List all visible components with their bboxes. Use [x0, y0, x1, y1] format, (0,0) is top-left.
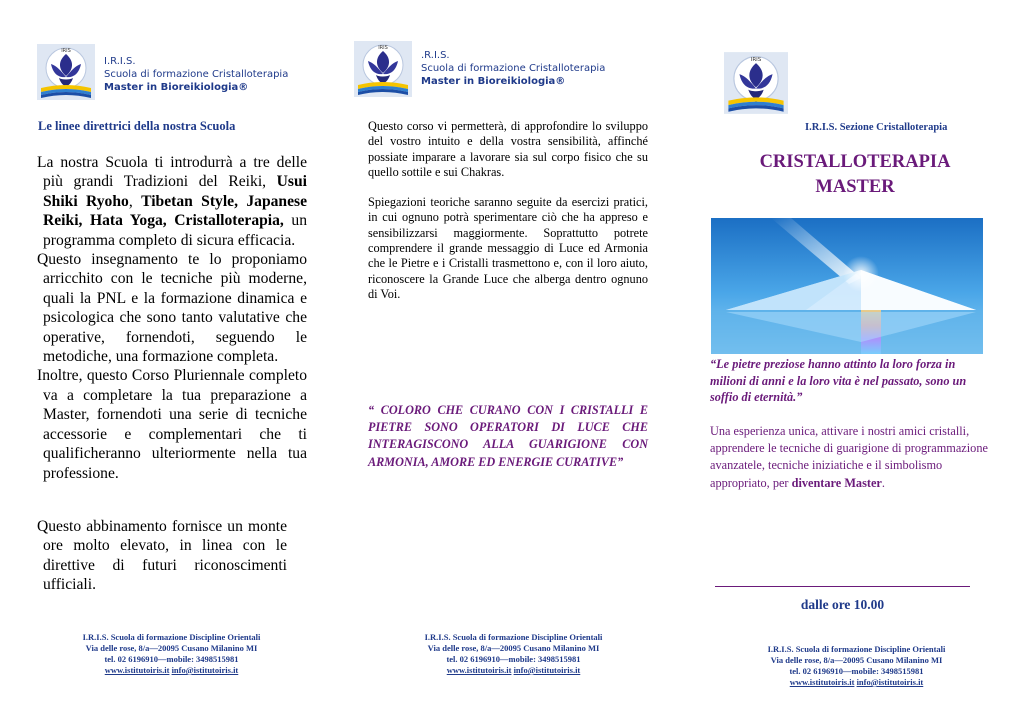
- panel2-quote: “ COLORO CHE CURANO CON I CRISTALLI E PIETRE SONO OPERATORI DI LUCE CHE INTERAGISCONO ALLA GUARIGIONE CON ARMONIA, AMORE ED ENERGIE CURATIVE”: [368, 403, 648, 469]
- panel1-para3: Inoltre, questo Corso Pluriennale completo va a completare la tua preparazione a Master, fornendoti una serie di tecniche accessorie e complementari che ti qualificheranno ulteriormente nella tua professione.: [37, 367, 307, 482]
- panel2-para1: Questo corso vi permetterà, di approfondire lo sviluppo del vostro intuito e della vostra sensibilità, affinché possiate imparare a lavorare sia sul corpo fisico che su quello sottile e sui Chakras.: [368, 119, 648, 179]
- panel3-footer: I.R.I.S. Scuola di formazione Discipline Orientali Via delle rose, 8/a—20095 Cusano Milanino MI tel. 02 6196910—mobile: 3498515981 www.istitutoiris.it info@istitutoiris.it: [767, 644, 946, 687]
- divider-line: [715, 586, 970, 587]
- panel-left: [0, 0, 340, 725]
- iris-logo-icon: [37, 44, 95, 100]
- panel1-header: [104, 55, 288, 94]
- website-link[interactable]: www.istitutoiris.it: [104, 665, 170, 675]
- panel1-title: Le linee direttrici della nostra Scuola: [38, 119, 236, 133]
- header-line3: Master in Bioreikiologia®: [421, 76, 566, 87]
- panel3-section-label: I.R.I.S. Sezione Cristalloterapia: [805, 122, 948, 133]
- panel2-footer: I.R.I.S. Scuola di formazione Discipline Orientali Via delle rose, 8/a—20095 Cusano Milanino MI tel. 02 6196910—mobile: 3498515981 www.istitutoiris.it info@istitutoiris.it: [424, 632, 603, 675]
- iris-logo-icon: [724, 52, 788, 114]
- website-link[interactable]: www.istitutoiris.it: [789, 677, 855, 687]
- panel1-para4: Questo abbinamento fornisce un monte ore molto elevato, in linea con le direttive di futuri riconoscimenti ufficiali.: [37, 518, 287, 594]
- panel2-body: [368, 119, 648, 302]
- email-link[interactable]: info@istitutoiris.it: [171, 665, 239, 675]
- header-line3: Master in Bioreikiologia®: [104, 82, 249, 93]
- website-link[interactable]: www.istitutoiris.it: [446, 665, 512, 675]
- header-line1: I.R.I.S.: [104, 56, 136, 67]
- panel3-time: dalle ore 10.00: [800, 597, 885, 612]
- panel1-para1: La nostra Scuola ti introdurrà a tre delle più grandi Tradizioni del Reiki, Usui Shiki Ryoho, Tibetan Style, Japanese Reiki, Hata Yoga, Cristalloterapia, un programma completo di sicura efficacia.: [37, 154, 307, 249]
- header-line2: Scuola di formazione Cristalloterapia: [104, 69, 289, 80]
- panel-middle: [340, 0, 685, 725]
- email-link[interactable]: info@istitutoiris.it: [513, 665, 581, 675]
- panel1-footer: I.R.I.S. Scuola di formazione Discipline Orientali Via delle rose, 8/a—20095 Cusano Milanino MI tel. 02 6196910—mobile: 3498515981 www.istitutoiris.it info@istitutoiris.it: [82, 632, 261, 675]
- email-link[interactable]: info@istitutoiris.it: [856, 677, 924, 687]
- panel-right: [685, 0, 1024, 725]
- crystal-pyramid-image: [711, 218, 983, 354]
- iris-logo-icon: [354, 41, 412, 97]
- panel2-para2: Spiegazioni teoriche saranno seguite da esercizi pratici, in cui ognuno potrà sperimentare ciò che ha appreso e sensibilizzarsi maggiormente. Soprattutto potrete comprendere il grande messaggio di Luce ed Armonia che le Pietre e i Cristalli trasmettono e, con il loro aiuto, riconoscere la Grande Luce che alberga dentro ognuno di Voi.: [368, 195, 648, 301]
- panel3-quote: “Le pietre preziose hanno attinto la loro forza in milioni di anni e la loro vita è nel passato, sono un soffio di eternità.”: [710, 357, 967, 404]
- panel3-title: CRISTALLOTERAPIA MASTER: [759, 152, 951, 197]
- panel1-body: [37, 153, 307, 483]
- header-line2: Scuola di formazione Cristalloterapia: [421, 63, 606, 74]
- panel2-header: [421, 49, 605, 88]
- header-line1: .R.I.S.: [421, 50, 450, 61]
- panel1-para2: Questo insegnamento te lo proponiamo arricchito con le tecniche più moderne, quali la PNL e la formazione dinamica e psicologica che sono tanto valutative che operative, fornendoti, seguendo le metodiche, una formazione completa.: [37, 251, 307, 366]
- panel3-body: Una esperienza unica, attivare i nostri amici cristalli, apprendere le tecniche di guarigione di programmazione avanzatele, tecniche iniziatiche e il simbolismo appropriato, per diventare Master.: [710, 424, 988, 490]
